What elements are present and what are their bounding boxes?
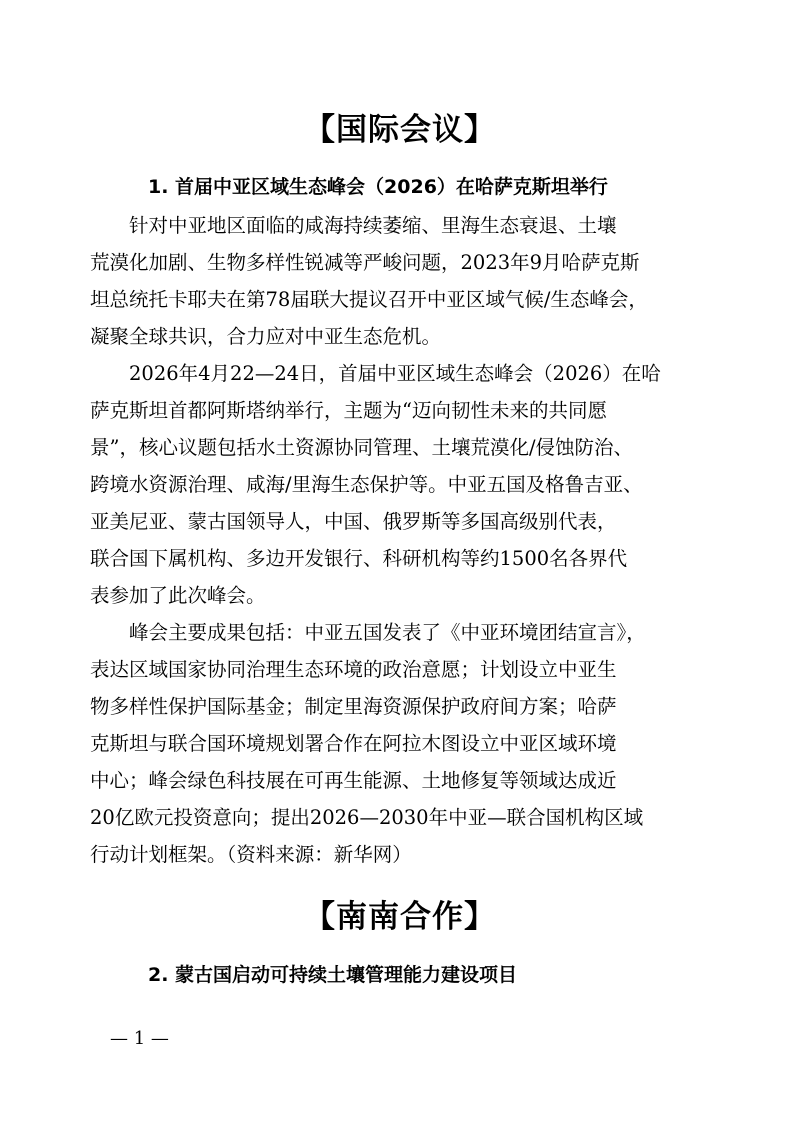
paragraph-line: 行动计划框架。（资料来源：新华网）: [90, 843, 412, 866]
article-heading-2: 2. 蒙古国启动可持续土壤管理能力建设项目: [148, 964, 518, 986]
paragraph-line: 亚美尼亚、蒙古国领导人，中国、俄罗斯等多国高级别代表，: [90, 510, 617, 533]
paragraph-line: 20亿欧元投资意向；提出2026—2030年中亚—联合国机构区域: [90, 806, 644, 829]
page-number: — 1 —: [110, 1028, 169, 1049]
paragraph-line: 坦总统托卡耶夫在第78届联大提议召开中亚区域气候/生态峰会，: [90, 288, 648, 311]
paragraph-3: [90, 614, 722, 873]
paragraph-line: 表参加了此次峰会。: [90, 584, 266, 607]
paragraph-line: 克斯坦与联合国环境规划署合作在阿拉木图设立中亚区域环境: [90, 732, 617, 755]
paragraph-line: 2026年4月22—24日，首届中亚区域生态峰会（2026）在哈: [90, 362, 661, 385]
article-heading-1: 1. 首届中亚区域生态峰会（2026）在哈萨克斯坦举行: [148, 176, 608, 198]
paragraph-line: 联合国下属机构、多边开发银行、科研机构等约1500名各界代: [90, 547, 628, 570]
paragraph-line: 表达区域国家协同治理生态环境的政治意愿；计划设立中亚生: [90, 658, 617, 681]
paragraph-line: 荒漠化加剧、生物多样性锐减等严峻问题，2023年9月哈萨克斯: [90, 251, 640, 274]
section-title-international-conference: 【国际会议】: [304, 112, 496, 148]
paragraph-2: [90, 355, 722, 614]
paragraph-line: 中心；峰会绿色科技展在可再生能源、土地修复等领域达成近: [90, 769, 617, 792]
paragraph-line: 跨境水资源治理、咸海/里海生态保护等。中亚五国及格鲁吉亚、: [90, 473, 643, 496]
section-title-south-south-cooperation: 【南南合作】: [304, 899, 496, 935]
paragraph-line: 凝聚全球共识，合力应对中亚生态危机。: [90, 325, 442, 348]
paragraph-line: 峰会主要成果包括：中亚五国发表了《中亚环境团结宣言》，: [90, 621, 646, 644]
paragraph-1: [90, 207, 722, 355]
paragraph-line: 萨克斯坦首都阿斯塔纳举行，主题为“迈向韧性未来的共同愿: [90, 399, 607, 422]
paragraph-line: 景”，核心议题包括水土资源协同管理、土壤荒漠化/侵蚀防治、: [90, 436, 634, 459]
paragraph-line: 物多样性保护国际基金；制定里海资源保护政府间方案；哈萨: [90, 695, 617, 718]
paragraph-line: 针对中亚地区面临的咸海持续萎缩、里海生态衰退、土壤: [90, 214, 617, 237]
